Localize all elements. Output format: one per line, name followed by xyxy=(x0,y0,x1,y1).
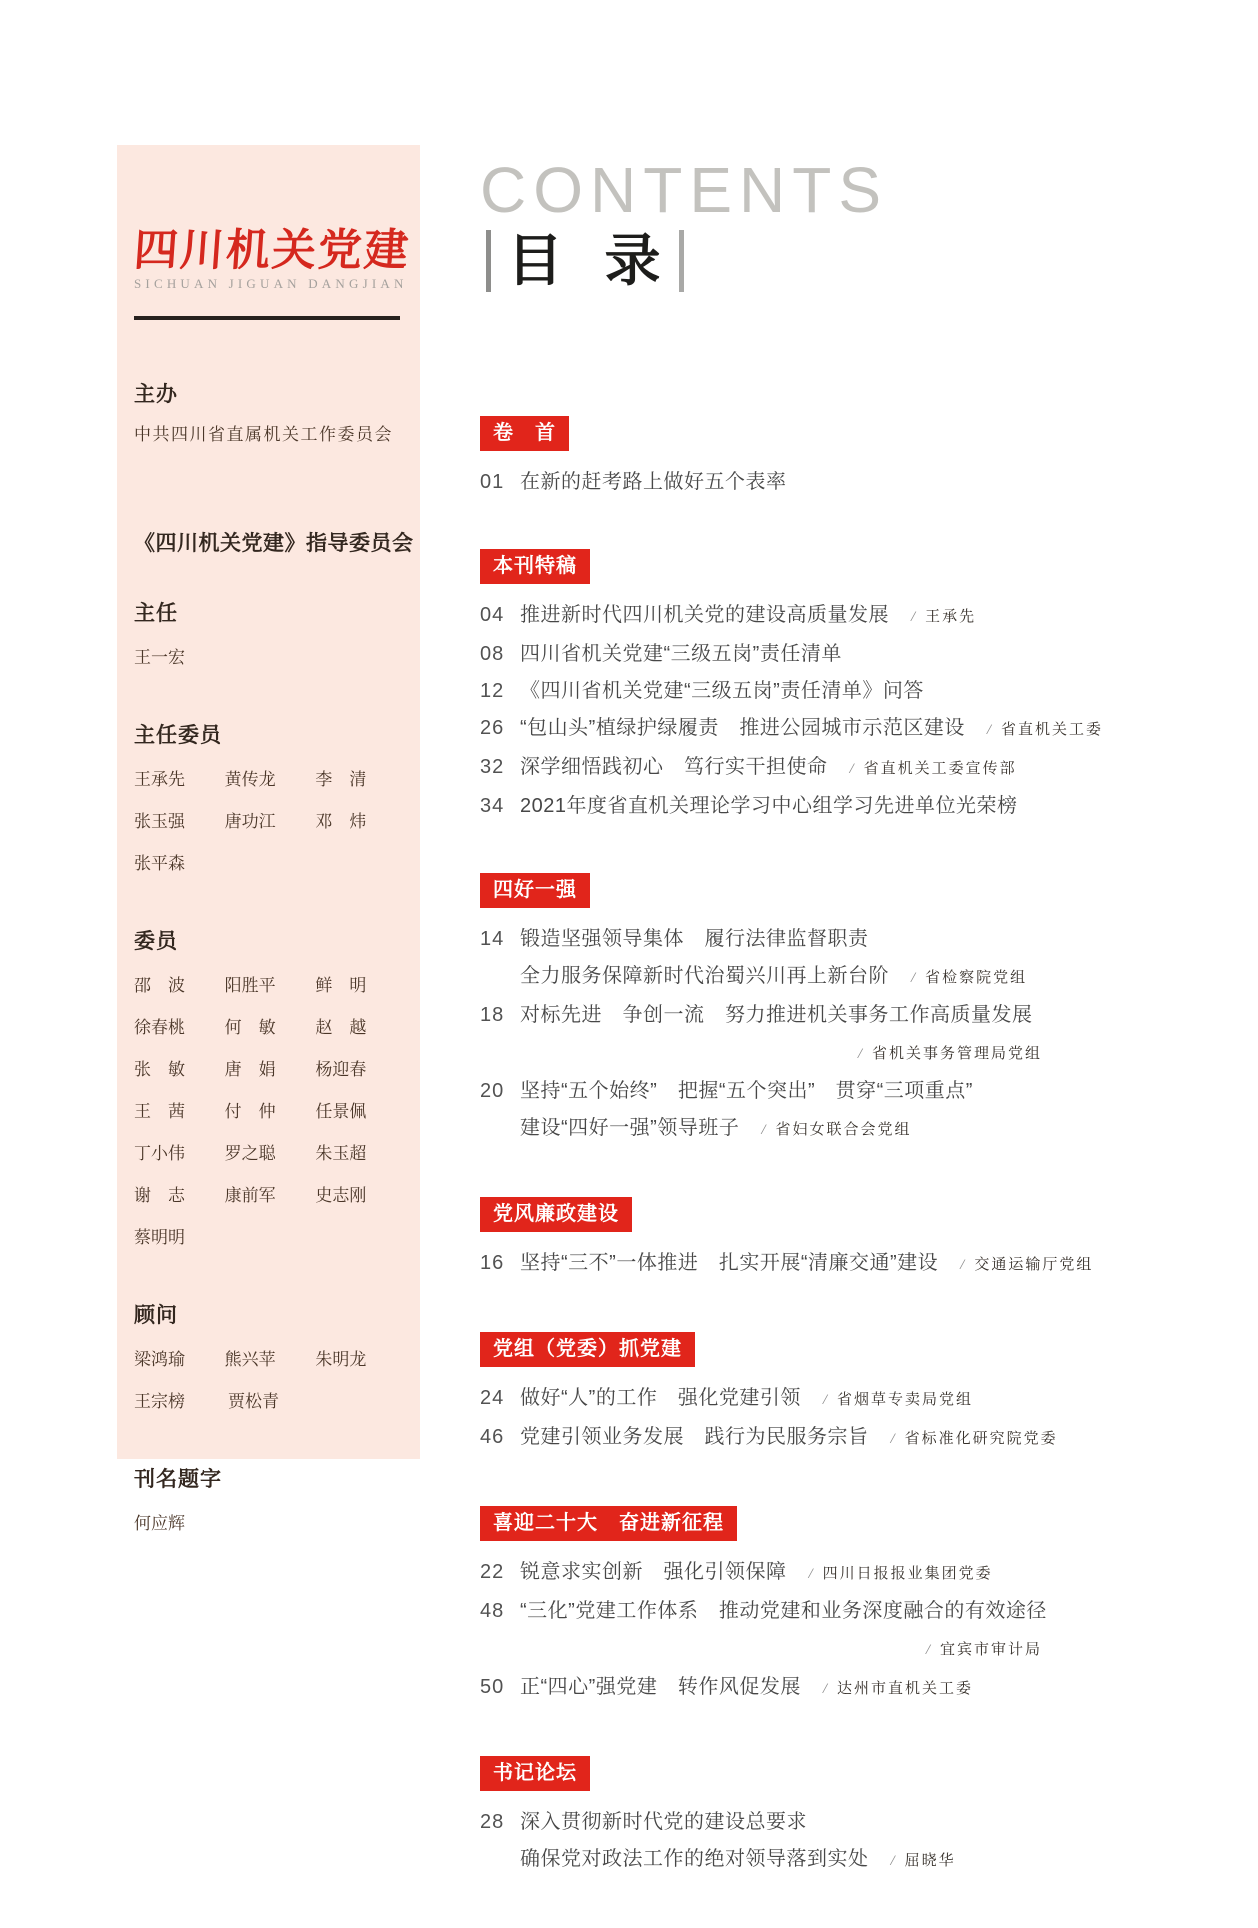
toc-section xyxy=(480,1756,1058,1880)
name-row xyxy=(134,1175,406,1217)
name-row xyxy=(134,1007,406,1049)
author-name: 省检察院党组 xyxy=(925,970,1028,986)
entry-line xyxy=(480,1669,1058,1708)
page-number: 22 xyxy=(480,1561,505,1583)
section-badge: 党风廉政建设 xyxy=(480,1197,632,1232)
entry-title: 全力服务保障新时代治蜀兴川再上新台阶 xyxy=(520,965,889,987)
entry-title: 2021年度省直机关理论学习中心组学习先进单位光荣榜 xyxy=(520,795,1018,817)
page-number: 14 xyxy=(480,928,505,950)
member-name: 阳胜平 xyxy=(224,976,276,996)
contents-heading-en: CONTENTS xyxy=(480,154,888,226)
member-name: 梁鸿瑜 xyxy=(134,1350,185,1370)
member-name: 丁小伟 xyxy=(134,1144,185,1164)
member-name: 史志刚 xyxy=(315,1186,367,1206)
name-row xyxy=(134,1049,406,1091)
organizer-name: 中共四川省直属机关工作委员会 xyxy=(134,425,393,445)
member-name: 贾松青 xyxy=(228,1392,279,1412)
author-slash-icon: / xyxy=(857,1046,862,1062)
entry-author xyxy=(960,1257,1093,1273)
member-name: 王 茜 xyxy=(134,1102,185,1122)
entry-title: 对标先进 争创一流 努力推进机关事务工作高质量发展 xyxy=(520,1004,1033,1026)
entry-title: 做好“人”的工作 强化党建引领 xyxy=(520,1387,801,1409)
page-number: 08 xyxy=(480,643,505,665)
author-name: 省标准化研究院党委 xyxy=(904,1431,1058,1447)
author-name: 交通运输厅党组 xyxy=(974,1257,1094,1273)
entry-line xyxy=(480,1073,1058,1110)
name-row xyxy=(134,1133,406,1175)
entry-title: 坚持“三不”一体推进 扎实开展“清廉交通”建设 xyxy=(520,1252,939,1274)
group-heading: 顾问 xyxy=(134,1304,178,1328)
toc-section xyxy=(480,1197,1094,1284)
page-number: 04 xyxy=(480,604,505,626)
entry-line xyxy=(480,673,1058,710)
entry-title: 党建引领业务发展 践行为民服务宗旨 xyxy=(520,1426,869,1448)
entry-author xyxy=(761,1122,911,1138)
author-slash-icon: / xyxy=(822,1681,827,1697)
member-name: 王承先 xyxy=(134,770,185,790)
author-name: 省烟草专卖局党组 xyxy=(837,1392,974,1408)
magazine-logo xyxy=(132,225,412,292)
member-name: 朱明龙 xyxy=(315,1350,367,1370)
entry-title: 锻造坚强领导集体 履行法律监督职责 xyxy=(520,928,869,950)
page-number: 16 xyxy=(480,1252,505,1274)
toc-title-cn: 目 录 xyxy=(507,229,663,292)
author-slash-icon: / xyxy=(925,1642,930,1658)
entry-title: 四川省机关党建“三级五岗”责任清单 xyxy=(520,643,842,665)
toc-section xyxy=(480,1332,1058,1458)
author-slash-icon: / xyxy=(911,970,916,986)
member-name: 何 敏 xyxy=(224,1018,276,1038)
author-slash-icon: / xyxy=(761,1122,766,1138)
section-badge: 四好一强 xyxy=(480,873,590,908)
member-name: 任景佩 xyxy=(315,1102,367,1122)
member-name: 谢 志 xyxy=(134,1186,185,1206)
group-heading: 主任委员 xyxy=(134,724,222,748)
entry-author xyxy=(809,1566,993,1582)
section-badge: 书记论坛 xyxy=(480,1756,590,1791)
entry-line xyxy=(480,997,1058,1034)
toc-section xyxy=(480,1506,1058,1708)
author-slash-icon: / xyxy=(986,722,991,738)
entry-title: 正“四心”强党建 转作风促发展 xyxy=(520,1676,801,1698)
entry-title: 深入贯彻新时代党的建设总要求 xyxy=(520,1811,807,1833)
entry-title: 在新的赶考路上做好五个表率 xyxy=(520,471,787,493)
sidebar-group xyxy=(134,719,406,885)
entry-title: “包山头”植绿护绿履责 推进公园城市示范区建设 xyxy=(520,717,965,739)
sidebar-groups xyxy=(134,597,406,1545)
committee-title: 《四川机关党建》指导委员会 xyxy=(134,532,414,556)
entry-author xyxy=(926,1642,1042,1658)
entry-line xyxy=(480,464,1058,501)
member-name: 邵 波 xyxy=(134,976,185,996)
author-slash-icon: / xyxy=(849,761,854,777)
author-name: 省直机关工委宣传部 xyxy=(863,761,1017,777)
page-number: 50 xyxy=(480,1676,505,1698)
page-number: 28 xyxy=(480,1811,505,1833)
member-name: 唐功江 xyxy=(224,812,276,832)
entry-line xyxy=(480,636,1058,673)
entry-title: 《四川省机关党建“三级五岗”责任清单》问答 xyxy=(520,680,924,702)
member-name: 张玉强 xyxy=(134,812,185,832)
sidebar-group xyxy=(134,925,406,1259)
sidebar xyxy=(117,145,420,1534)
page-number: 18 xyxy=(480,1004,505,1026)
entry-line xyxy=(480,1554,1058,1593)
entry-title: 建设“四好一强”领导班子 xyxy=(520,1117,740,1139)
name-row xyxy=(134,637,406,679)
name-row xyxy=(134,1217,406,1259)
name-row xyxy=(134,1339,406,1381)
author-name: 屈晓华 xyxy=(904,1853,956,1869)
sidebar-group xyxy=(134,1463,406,1545)
entry-title: 坚持“五个始终” 把握“五个突出” 贯穿“三项重点” xyxy=(520,1080,973,1102)
page-number: 48 xyxy=(480,1600,505,1622)
name-row xyxy=(134,759,406,801)
author-name: 省直机关工委 xyxy=(1001,722,1104,738)
member-name: 鲜 明 xyxy=(315,976,367,996)
entry-author xyxy=(823,1392,973,1408)
entry-line xyxy=(480,1593,1058,1630)
magazine-title: 四川机关党建 xyxy=(132,225,412,276)
entry-line xyxy=(480,1804,1058,1841)
entry-line xyxy=(480,958,1058,997)
author-name: 达州市直机关工委 xyxy=(837,1681,974,1697)
member-name: 朱玉超 xyxy=(315,1144,367,1164)
member-name: 徐春桃 xyxy=(134,1018,185,1038)
group-heading: 刊名题字 xyxy=(134,1468,222,1492)
sidebar-group xyxy=(134,1299,406,1423)
page-number: 46 xyxy=(480,1426,505,1448)
member-name: 王宗榜 xyxy=(134,1392,185,1412)
entry-line xyxy=(480,1630,1058,1669)
section-badge: 卷 首 xyxy=(480,416,569,451)
author-slash-icon: / xyxy=(890,1431,895,1447)
author-name: 四川日报报业集团党委 xyxy=(822,1566,993,1582)
entry-author xyxy=(911,609,976,625)
member-name: 邓 炜 xyxy=(315,812,367,832)
name-row xyxy=(134,965,406,1007)
author-name: 省妇女联合会党组 xyxy=(775,1122,912,1138)
entry-line xyxy=(480,1034,1058,1073)
divider-rule xyxy=(134,316,400,320)
organizer-block xyxy=(134,378,406,445)
member-name: 唐 娟 xyxy=(224,1060,276,1080)
entry-title: 推进新时代四川机关党的建设高质量发展 xyxy=(520,604,889,626)
member-name: 蔡明明 xyxy=(134,1228,185,1248)
entry-author xyxy=(823,1681,973,1697)
section-badge: 本刊特稿 xyxy=(480,549,590,584)
name-row xyxy=(134,801,406,843)
toc-section xyxy=(480,416,1058,501)
entry-title: 深学细悟践初心 笃行实干担使命 xyxy=(520,756,828,778)
page-number: 20 xyxy=(480,1080,505,1102)
entry-line xyxy=(480,788,1058,825)
toc-title-row xyxy=(486,230,1058,292)
entry-author xyxy=(891,1431,1058,1447)
author-slash-icon: / xyxy=(822,1392,827,1408)
member-name: 何应辉 xyxy=(134,1514,185,1534)
entry-line xyxy=(480,1841,1058,1880)
group-heading: 主任 xyxy=(134,602,178,626)
member-name: 李 清 xyxy=(315,770,367,790)
entry-title: 锐意求实创新 强化引领保障 xyxy=(520,1561,787,1583)
author-slash-icon: / xyxy=(911,609,916,625)
name-row xyxy=(134,843,406,885)
name-row xyxy=(134,1503,406,1545)
member-name: 黄传龙 xyxy=(224,770,276,790)
toc-title-bar-right xyxy=(679,230,684,292)
entry-author xyxy=(911,970,1027,986)
entry-title: “三化”党建工作体系 推动党建和业务深度融合的有效途径 xyxy=(520,1600,1047,1622)
page-number: 01 xyxy=(480,471,505,493)
author-slash-icon: / xyxy=(960,1257,965,1273)
toc-sections xyxy=(480,416,1104,1880)
author-slash-icon: / xyxy=(808,1566,813,1582)
member-name: 赵 越 xyxy=(315,1018,367,1038)
author-name: 王承先 xyxy=(925,609,977,625)
entry-line xyxy=(480,597,1058,636)
entry-line xyxy=(480,921,1058,958)
entry-author xyxy=(850,761,1017,777)
entry-line xyxy=(480,1110,1058,1149)
sidebar-group xyxy=(134,597,406,679)
author-name: 省机关事务管理局党组 xyxy=(871,1046,1042,1062)
page-number: 34 xyxy=(480,795,505,817)
section-badge: 党组（党委）抓党建 xyxy=(480,1332,695,1367)
toc-section xyxy=(480,873,1058,1149)
section-badge: 喜迎二十大 奋进新征程 xyxy=(480,1506,737,1541)
entry-author xyxy=(987,722,1103,738)
organizer-heading: 主办 xyxy=(134,383,178,407)
group-heading: 委员 xyxy=(134,930,178,954)
member-name: 张 敏 xyxy=(134,1060,185,1080)
entry-line xyxy=(480,1380,1058,1419)
member-name: 付 仲 xyxy=(224,1102,276,1122)
entry-line xyxy=(480,710,1104,749)
page-number: 24 xyxy=(480,1387,505,1409)
author-name: 宜宾市审计局 xyxy=(939,1642,1042,1658)
entry-line xyxy=(480,1419,1058,1458)
page-number: 32 xyxy=(480,756,505,778)
entry-author xyxy=(858,1046,1042,1062)
entry-line xyxy=(480,1245,1094,1284)
magazine-subtitle: SICHUAN JIGUAN DANGJIAN xyxy=(134,276,408,292)
toc-section xyxy=(480,549,1104,825)
entry-title: 确保党对政法工作的绝对领导落到实处 xyxy=(520,1848,869,1870)
member-name: 熊兴苹 xyxy=(224,1350,276,1370)
page-number: 26 xyxy=(480,717,505,739)
table-of-contents xyxy=(480,154,1104,1928)
member-name: 张平森 xyxy=(134,854,185,874)
page-number: 12 xyxy=(480,680,505,702)
entry-line xyxy=(480,749,1058,788)
entry-author xyxy=(891,1853,956,1869)
name-row xyxy=(134,1091,406,1133)
member-name: 康前军 xyxy=(224,1186,276,1206)
member-name: 罗之聪 xyxy=(224,1144,276,1164)
name-row xyxy=(134,1381,406,1423)
author-slash-icon: / xyxy=(890,1853,895,1869)
toc-title-bar-left xyxy=(486,230,491,292)
member-name: 王一宏 xyxy=(134,648,185,668)
member-name: 杨迎春 xyxy=(315,1060,367,1080)
